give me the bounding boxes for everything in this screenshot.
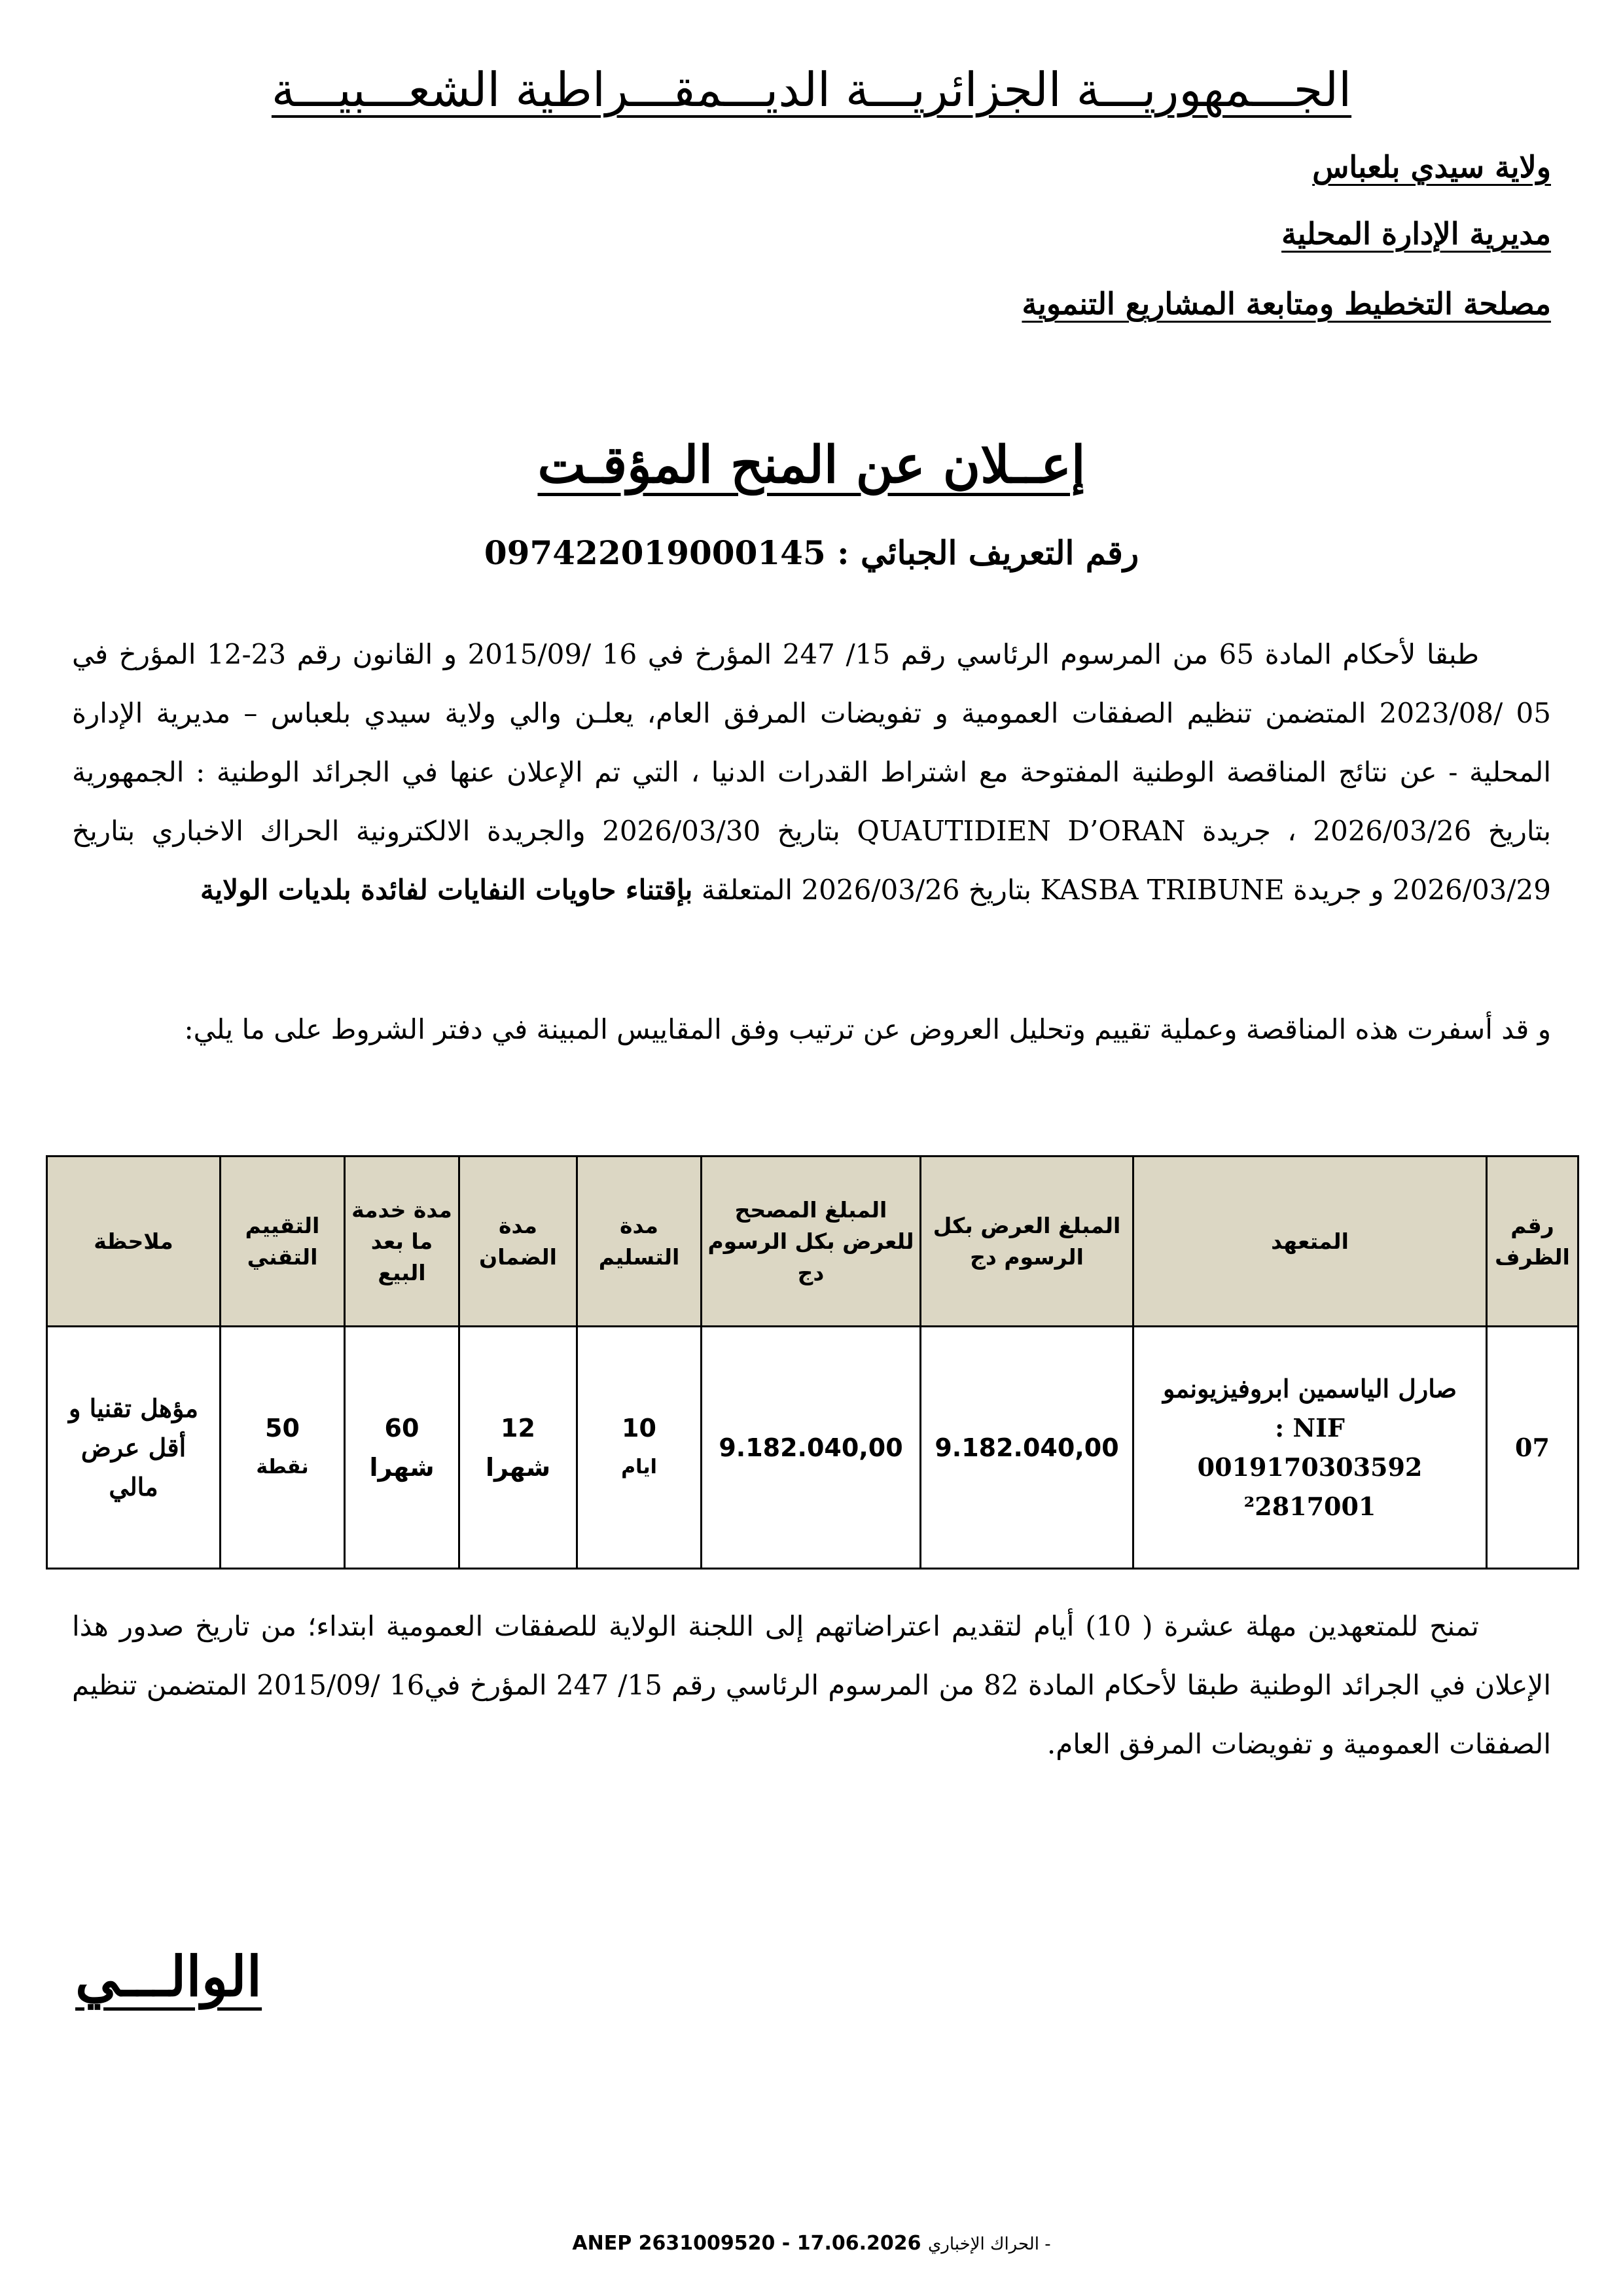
tender-subject: بإقتناء حاويات النفايات لفائدة بلديات الولاية (200, 874, 693, 906)
table-header-row (47, 1157, 1578, 1327)
tax-id-value: 097422019000145 (484, 533, 826, 572)
warranty-unit: شهرا (485, 1452, 551, 1482)
tax-id-line (0, 533, 1623, 572)
header-delivery: مدة التسليم (577, 1157, 702, 1327)
technical-unit: نقطة (256, 1455, 309, 1479)
delivery-unit: ايام (621, 1455, 657, 1479)
delivery-value: 10 (622, 1413, 656, 1443)
footer-newspaper: الحراك الإخباري - (927, 2234, 1051, 2254)
footer-reference (0, 2232, 1623, 2255)
bidder-name: صارل الياسمين ابروفيزيونمو (1162, 1373, 1457, 1403)
header-offer-amount: المبلغ العرض بكل الرسوم دج (921, 1157, 1133, 1327)
footer-anep: ANEP 2631009520 - 17.06.2026 (572, 2232, 921, 2255)
announcement-title: إعــلان عن المنح المؤقـت (537, 435, 1086, 495)
results-table (46, 1155, 1579, 1570)
intro-paragraph (72, 625, 1551, 920)
cell-offer-amount: 9.182.040,00 (921, 1327, 1133, 1569)
cell-delivery (577, 1327, 702, 1569)
bidder-nif: 0019170303592 ²2817001 (1197, 1452, 1423, 1521)
header-corrected-amount: المبلغ المصحح للعرض بكل الرسوم دج (702, 1157, 921, 1327)
intro-text: طبقا لأحكام المادة 65 من المرسوم الرئاسي رقم 15/ 247 المؤرخ في 16 /2015/09 و القانون رقم 23-12 المؤرخ في 05 /2023/08 المتضمن تنظيم الصفقات العمومية و تفويضات المرفق العام، يعلـن والي ولاية سيدي بلعباس – مديرية الإدارة المحلية - عن نتائج المناقصة الوطنية المفتوحة مع اشتراط القدرات الدنيا ، التي تم الإعلان عنها في الجرائد الوطنية : الجمهورية بتاريخ 2026/03/26 ، جريدة QUAUTIDIEN D’ORAN بتاريخ 2026/03/30 والجريدة الالكترونية الحراك الاخباري بتاريخ 2026/03/29 و جريدة KASBA TRIBUNE بتاريخ 2026/03/26 المتعلقة (72, 638, 1552, 906)
directorate-name: مديرية الإدارة المحلية (1281, 216, 1551, 251)
republic-heading: الجـــمهوريـــة الجزائريـــة الديـــمقـــراطية الشعـــبيـــة (271, 62, 1352, 117)
header-warranty: مدة الضمان (459, 1157, 577, 1327)
cell-bidder (1133, 1327, 1487, 1569)
closing-paragraph: تمنح للمتعهدين مهلة عشرة ( 10) أيام لتقديم اعتراضاتهم إلى اللجنة الولاية للصفقات العمومية ابتداء؛ من تاريخ صدور هذا الإعلان في الجرائد الوطنية طبقا لأحكام المادة 82 من المرسوم الرئاسي رقم 15/ 247 المؤرخ في16 /2015/09 المتضمن تنظيم الصفقات العمومية و تفويضات المرفق العام. (72, 1610, 1551, 1760)
after-sales-unit: شهرا (369, 1452, 435, 1482)
warranty-value: 12 (501, 1413, 535, 1443)
signature-title: الوالـــي (75, 1944, 262, 2009)
header-technical: التقييم التقني (221, 1157, 345, 1327)
header-after-sales: مدة خدمة ما بعد البيع (345, 1157, 459, 1327)
after-sales-value: 60 (384, 1413, 419, 1443)
results-intro: و قد أسفرت هذه المناقصة وعملية تقييم وتحليل العروض عن ترتيب وفق المقاييس المبينة في دفتر الشروط على ما يلي: (184, 1013, 1551, 1045)
cell-corrected-amount: 9.182.040,00 (702, 1327, 921, 1569)
bidder-nif-label: NIF : (1275, 1412, 1345, 1443)
cell-technical (221, 1327, 345, 1569)
wilaya-name: ولاية سيدي بلعباس (1312, 149, 1551, 185)
service-name: مصلحة التخطيط ومتابعة المشاريع التنموية (1022, 286, 1551, 321)
tax-id-label: رقم التعريف الجبائي : (837, 533, 1139, 572)
cell-envelope: 07 (1487, 1327, 1578, 1569)
technical-value: 50 (265, 1413, 300, 1443)
cell-after-sales (345, 1327, 459, 1569)
header-envelope: رقم الظرف (1487, 1157, 1578, 1327)
table-row (47, 1327, 1578, 1569)
cell-remark: مؤهل تقنيا و أقل عرض مالي (47, 1327, 221, 1569)
header-remark: ملاحظة (47, 1157, 221, 1327)
header-bidder: المتعهد (1133, 1157, 1487, 1327)
cell-warranty (459, 1327, 577, 1569)
